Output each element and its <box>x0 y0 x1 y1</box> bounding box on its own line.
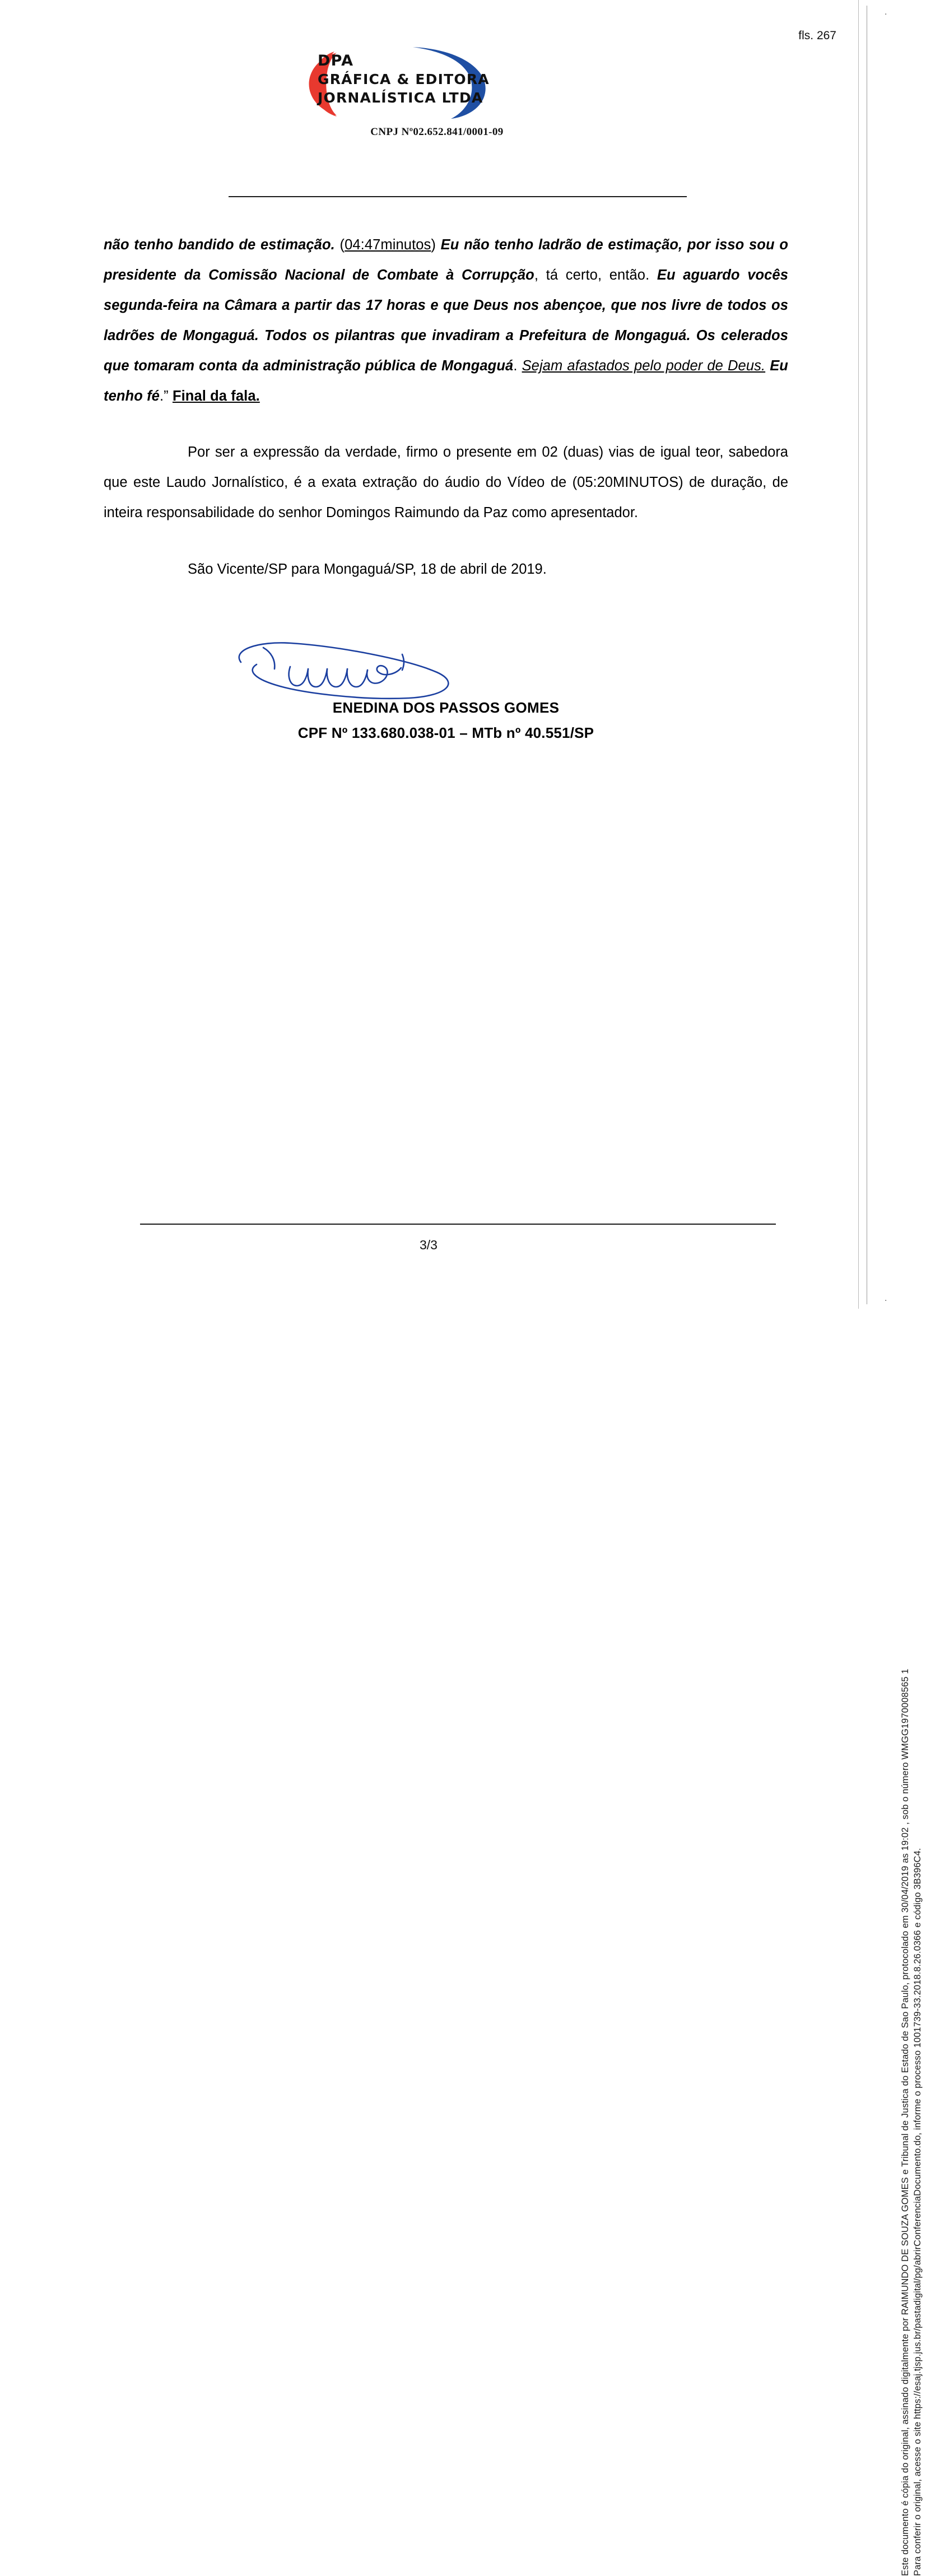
logo-line-2: GRÁFICA & EDITORA <box>318 71 490 87</box>
footer-divider <box>140 1224 776 1225</box>
quote-timestamp: 04:47minutos <box>345 237 431 253</box>
quote-part-5: . <box>513 358 522 374</box>
cnpj-text: CNPJ Nº02.652.841/0001-09 <box>370 126 504 138</box>
signer-credentials: CPF Nº 133.680.038-01 – MTb nº 40.551/SP <box>297 724 594 741</box>
quote-underlined-italic: Sejam afastados pelo poder de Deus. <box>522 358 766 374</box>
quote-timestamp-open: ( <box>334 237 345 253</box>
strip-marker-bottom: . <box>885 1294 887 1303</box>
statement-paragraph: Por ser a expressão da verdade, firmo o presente em 02 (duas) vias de igual teor, sabedora que este Laudo Jornalístico, é a exata extração do áudio do Vídeo de (05:20MINUTOS) de duração, de inteira responsabilidade do senhor Domingos Raimundo da Paz como apresentador. <box>104 444 788 520</box>
signature-block <box>104 672 788 742</box>
logo-wordmark <box>318 52 490 107</box>
quote-part-2: Eu não tenho ladrão de estimação, por isso sou o presidente da Comissão Nacional de Combate à Corrupção <box>104 237 788 283</box>
page-number: 3/3 <box>420 1238 438 1252</box>
quote-timestamp-close: ) <box>431 237 441 253</box>
strip-marker-top: . <box>885 7 887 17</box>
document-body <box>104 230 788 580</box>
logo-line-1: DPA <box>318 52 354 69</box>
letterhead <box>0 44 857 138</box>
strip-text-block <box>899 1293 924 2576</box>
quote-part-3: , tá certo, então. <box>534 267 657 283</box>
folio-label: fls. 267 <box>798 29 836 42</box>
place-date-line: São Vicente/SP para Mongaguá/SP, 18 de abril de 2019. <box>188 561 547 577</box>
quote-part-4: Eu aguardo vocês segunda-feira na Câmara a partir das 17 horas e que Deus nos abençoe, que nos livre de todos os ladrões de Mongaguá. Todos os pilantras que invadiram a Prefeitura de Mongaguá. Os celerados que tomaram conta da administração pública de Mongaguá <box>104 267 788 374</box>
quote-part-6: Eu tenho fé <box>104 358 788 404</box>
signer-name: ENEDINA DOS PASSOS GOMES <box>332 699 560 716</box>
quote-paragraph <box>104 230 788 411</box>
quote-part-1: não tenho bandido de estimação. <box>104 237 335 253</box>
company-logo <box>283 44 574 122</box>
header-divider <box>229 196 687 197</box>
digital-signature-strip <box>858 0 926 2576</box>
strip-text-line-2: Para conferir o original, acesse o site https://esaj.tjsp.jus.br/pastadigital/pg/abrirConferenciaDocumento.do, informe o processo 1001739-33.2018.8.26.0366 e código 3B396C4. <box>913 1848 923 2576</box>
logo-line-3: JORNALÍSTICA LTDA <box>318 90 483 106</box>
quote-part-7: .” <box>159 388 173 404</box>
strip-text-line-1: Este documento é cópia do original, assinado digitalmente por RAIMUNDO DE SOUZA GOMES e Tribunal de Justica do Estado de Sao Paulo, protocolado em 30/04/2019 as 19:02 , sob o número WMGG1970008565 1 <box>900 1668 910 2576</box>
quote-final-label: Final da fala. <box>172 388 260 404</box>
